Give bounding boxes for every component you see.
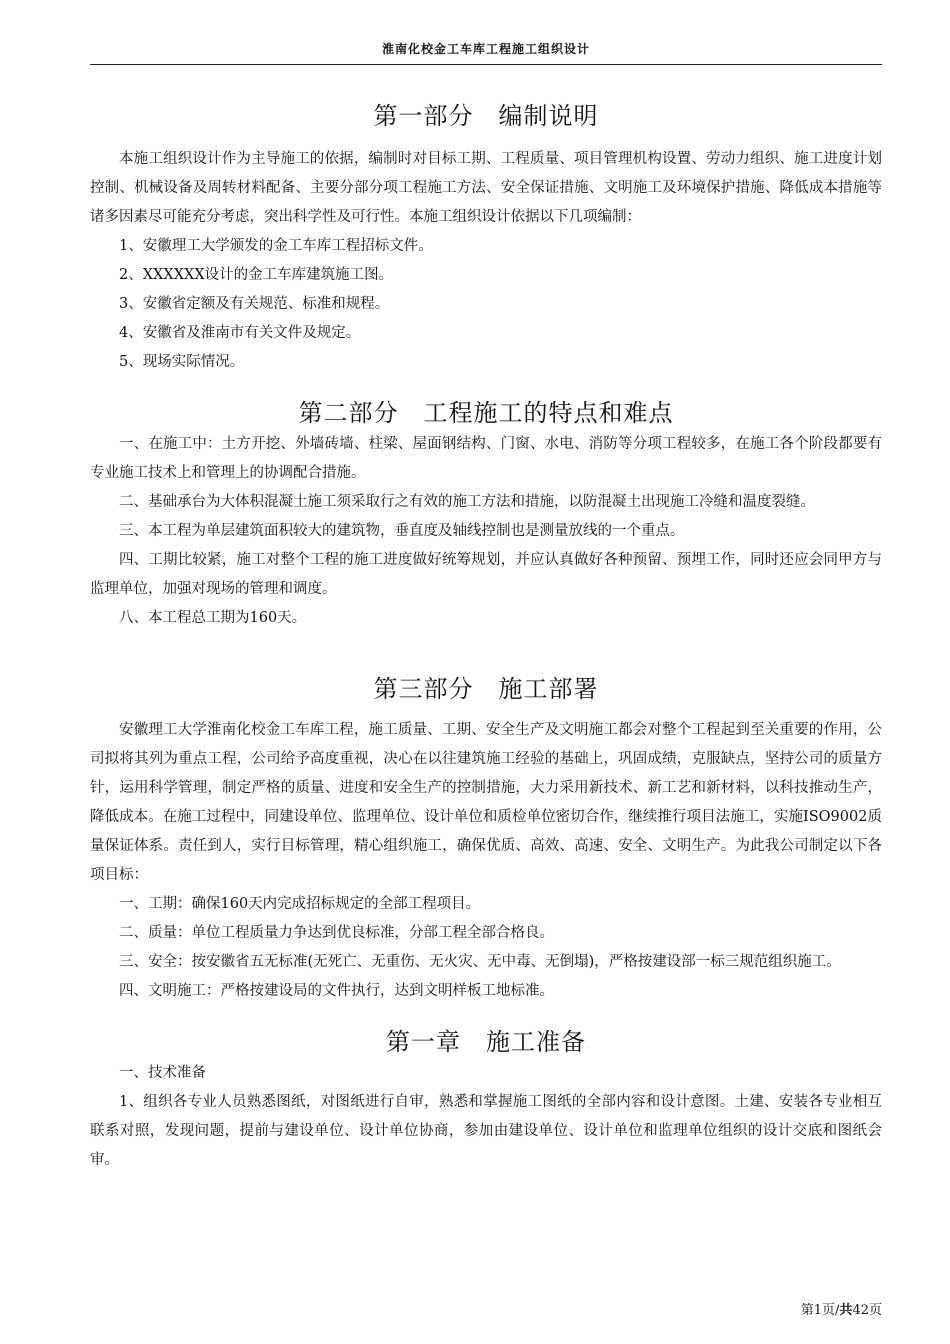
section-title-part1: 第一部分 编制说明 — [373, 102, 599, 130]
chapter1-subheading: 一、技术准备 — [119, 1065, 206, 1081]
page-header: 淮南化校金工车库工程施工组织设计 — [381, 42, 590, 56]
footer-total-prefix: 共 — [839, 1303, 853, 1318]
chapter-title-1: 第一章 施工准备 — [386, 1028, 586, 1056]
footer-page-suffix: 页 — [868, 1303, 882, 1318]
footer-page-mid: 页/ — [822, 1303, 840, 1318]
document-body — [90, 96, 882, 1175]
part3-item: 三、安全：按安徽省五无标准(无死亡、无重伤、无火灾、无中毒、无倒塌)，严格按建设部一标三规范组织施工。 — [119, 954, 841, 970]
section-title-part2: 第二部分 工程施工的特点和难点 — [298, 399, 674, 427]
part2-item: 一、在施工中：土方开挖、外墙砖墙、柱梁、屋面钢结构、门窗、水电、消防等分项工程较多，在施工各个阶段都要有专业施工技术上和管理上的协调配合措施。 — [90, 436, 882, 481]
part3-item: 二、质量：单位工程质量力争达到优良标准，分部工程全部合格良。 — [119, 925, 554, 941]
chapter1-paragraph: 1、组织各专业人员熟悉图纸，对图纸进行自审，熟悉和掌握施工图纸的全部内容和设计意图。土建、安装各专业相互联系对照，发现问题，提前与建设单位、设计单位协商，参加由建设单位、设计单位和监理单位组织的设计交底和图纸会审。 — [90, 1094, 882, 1168]
part3-item: 四、文明施工：严格按建设局的文件执行，达到文明样板工地标准。 — [119, 983, 554, 999]
page-footer — [801, 1299, 882, 1318]
part1-item: 5、现场实际情况。 — [119, 354, 245, 370]
part2-item: 三、本工程为单层建筑面积较大的建筑物，垂直度及轴线控制也是测量放线的一个重点。 — [119, 523, 685, 539]
part2-item: 八、本工程总工期为160天。 — [119, 610, 307, 626]
footer-page-total: 42 — [852, 1303, 869, 1318]
part2-item: 二、基础承台为大体积混凝土施工须采取行之有效的施工方法和措施，以防混凝土出现施工冷缝和温度裂缝。 — [119, 494, 815, 510]
part1-item: 3、安徽省定额及有关规范、标准和规程。 — [119, 296, 390, 312]
part1-item: 1、安徽理工大学颁发的金工车库工程招标文件。 — [119, 238, 433, 254]
part1-item: 2、XXXXXX设计的金工车库建筑施工图。 — [119, 267, 394, 283]
footer-page-current: 1 — [813, 1303, 823, 1318]
part1-intro: 本施工组织设计作为主导施工的依据，编制时对目标工期、工程质量、项目管理机构设置、劳动力组织、施工进度计划控制、机械设备及周转材料配备、主要分部分项工程施工方法、安全保证措施、文明施工及环境保护措施、降低成本措施等诸多因素尽可能充分考虑，突出科学性及可行性。本施工组织设计依据以下几项编制： — [90, 151, 882, 225]
part3-item: 一、工期：确保160天内完成招标规定的全部工程项目。 — [119, 896, 481, 912]
part1-item: 4、安徽省及淮南市有关文件及规定。 — [119, 325, 361, 341]
footer-page-prefix: 第 — [800, 1303, 814, 1318]
part3-intro: 安徽理工大学淮南化校金工车库工程，施工质量、工期、安全生产及文明施工都会对整个工程起到至关重要的作用，公司拟将其列为重点工程，公司给予高度重视，决心在以往建筑施工经验的基础上，巩固成绩，克服缺点，坚持公司的质量方针，运用科学管理，制定严格的质量、进度和安全生产的控制措施，大力采用新技术、新工艺和新材料，以科技推动生产，降低成本。在施工过程中，同建设单位、监理单位、设计单位和质检单位密切合作，继续推行项目法施工，实施ISO9002质量保证体系。责任到人，实行目标管理，精心组织施工，确保优质、高效、高速、安全、文明生产。为此我公司制定以下各项目标： — [90, 722, 882, 883]
header-divider — [90, 64, 882, 65]
part2-item: 四、工期比较紧，施工对整个工程的施工进度做好统筹规划，并应认真做好各种预留、预埋工作，同时还应会同甲方与监理单位，加强对现场的管理和调度。 — [90, 552, 882, 597]
section-title-part3: 第三部分 施工部署 — [373, 675, 599, 703]
